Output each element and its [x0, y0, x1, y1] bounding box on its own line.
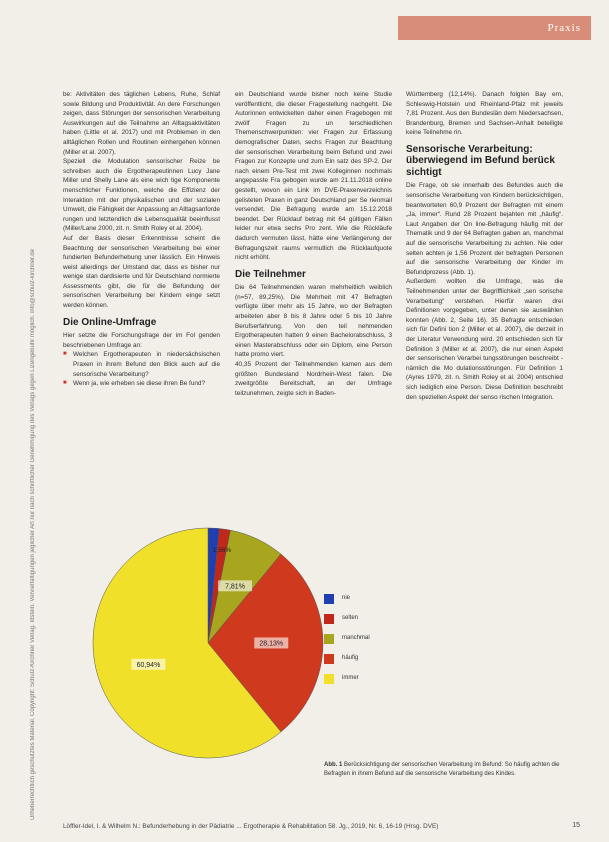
legend-label: immer	[342, 675, 359, 681]
legend-swatch	[324, 634, 334, 644]
section-heading: Die Teilnehmer	[235, 268, 306, 280]
paragraph: Württemberg (12,14%). Danach folgten Bay ern, Schleswig-Holstein und Rheinland-Pfalz mit jeweils 7,81 Prozent. Aus den Bundeslän dern Niedersachsen, Brandenburg, Bremen und Sachsen-Anhalt beteiligte keine Teilnehme rin.	[406, 91, 563, 137]
paragraph: be: Aktivitäten des täglichen Lebens, Ruhe, Schlaf sowie Bildung und Produktivität. An dere Forschungen zeigen, dass Störungen der sensorischen Verarbeitung Auswirkungen auf die Teilnahme an Alltagsaktivitäten haben (Little et al. 2017) und mit Problemen in den alltäglichen Rollen und Routinen einhergehen können (Miller et al. 2007).	[63, 91, 220, 156]
data-label: 28,13%	[259, 640, 284, 648]
legend-item	[324, 654, 404, 674]
text-column-2	[235, 90, 392, 398]
legend-swatch	[324, 614, 334, 624]
data-label: 7,81%	[225, 583, 245, 591]
section-label: Praxis	[398, 16, 591, 40]
paragraph: ein Deutschland wurde bisher noch keine Studie veröffentlicht, die dieser Fragestellung nachgeht. Die Autorinnen entwickelten daher einen Fragebogen mit zwölf Fragen zu un terschiedlichen Themenschwerpunkten: vier Fragen zur Erfassung demografischer Daten, sechs Fragen zur Beachtung der sensorischen Verarbeitung beim Befund und zwei Fragen zur Konzepte und zum Ein satz des SP-2. Der nach einem Pre-Test mit zwei Kolleginnen nochmals angepasste Fra gebogen wurde am 21.11.2018 online gestellt, wovon ein Link im DVE-Praxenverzeichnis gelisteten Praxen in ganz Deutschland per Se rienmail versendet. Die Befragung wurde am 15.12.2018 beendet. Der Rücklauf betrag mit 64 gültigen Fällen leider nur etwa sechs Pro zent. Wie die Rückläufe dadurch vermuten lässt, hätte eine Verlängerung der Befragungszeit raums vermutlich die Rücklaufquote nicht erhöht.	[235, 91, 392, 262]
footer-citation: Löffler-Idel, I. & Wilhelm N.: Befunderhebung in der Pädiatrie ... Ergotherapie & Rehabilitation 58. Jg., 2019, Nr. 6, 16-19 (Hrsg. DVE)	[63, 823, 439, 830]
legend-label: häufig	[342, 655, 359, 661]
bullet-item: ■ Welchen Ergotherapeuten in niedersächsischen Praxen in ihrem Befund den Blick auch auf die sensorische Verarbeitung?	[63, 350, 220, 379]
paragraph: Hier setzte die Forschungsfrage der im Fol genden beschriebenen Umfrage an:	[63, 332, 220, 349]
small-slice-label: 1,56%	[212, 547, 232, 554]
legend-item	[324, 634, 404, 654]
legend-item	[324, 674, 404, 694]
paragraph: Die 64 Teilnehmenden waren mehrheitlich weiblich (n=57, 89,25%). Die Mehrheit mit 47 Befragten verfügte über mehr als 15 Jahre, wo der Befragten arbeiteten aber 8 bis 8 Jahre oder 5 bis 10 Jahre Berufserfahrung. Von den teil nehmenden Ergotherapeuten hatten 9 einen Bachelorabschluss, 3 einen Masterabschluss oder ein Diplom, eine Person hatte promo viert.	[235, 284, 392, 359]
section-heading: Sensorische Verarbeitung: überwiegend im Befund berück sichtigt	[406, 143, 555, 178]
legend-label: manchmal	[342, 635, 370, 641]
caption-label: Abb. 1	[324, 762, 343, 768]
text-column-1	[63, 90, 220, 389]
copyright-notice: Urheberrechtlich geschütztes Material. Copyright: Schulz-Kirchner Verlag. Idstein. Vervielfältigungen jeglicher Art nur nach schriftlicher Genehmigung des Verlags gegen Lizengebühr möglich. info@schulz-kirchner.de	[30, 248, 36, 820]
paragraph: Die Frage, ob sie innerhalb des Befundes auch die sensorische Verarbeitung von Kindern berücksichtigen, beantworteten 60,9 Prozent der Befragten mit einem „Ja, immer“. Rund 28 Prozent bejahten mit „häufig“. Laut Angaben der On line-Befragung häufig mit der Thematik und 9 der 64 Befragten gaben an, manchmal auf die sensorische Verarbeitung zu achten. Nie oder selten achten je 1,56 Prozent der befragten Personen auf die sensorische Verarbeitung der Kinder im Befundprozess (Abb. 1).	[406, 182, 563, 276]
legend-item	[324, 594, 404, 614]
paragraph: 40,35 Prozent der Teilnehmenden kamen aus dem größten Bundesland Nordrhein-West falen. Die zweitgrößte Bereitschaft, an der Umfrage teilzunehmen, zeigte sich in Baden-	[235, 360, 392, 397]
legend-label: selten	[342, 615, 359, 621]
bullet-list	[63, 350, 220, 388]
figure-caption	[324, 761, 564, 779]
section-heading: Die Online-Umfrage	[63, 316, 157, 328]
legend-swatch	[324, 654, 334, 664]
text-column-3	[406, 90, 563, 402]
paragraph: Außerdem wollten die Umfrage, was die Teilnehmenden unter der Begrifflichkeit „sen sorische Verarbeitung“ verstehen. Hierfür waren drei Definitionen vorgegeben, unter denen sie auswählen konnten (Abb. 2, Seite 16). 35 Befragte entschieden sich für Defini tion 2 (Miller et al. 2007), die derzeit in der Literatur Verwendung wird. 20 entschieden sich für Definition 3 (Miller et al. 2007), die nur einen Aspekt der sensorischen Verarbei tungsstörungen beschreibt - nämlich die Mo dulationsstörungen. Für Definition 1 (Ayres 1979, zit. n. Smith Roley et al. 2004) entschied sich lediglich eine Person. Diese Definition beschreibt den speziellen Aspekt der senso rischen Integration.	[406, 278, 563, 401]
legend-label: nie	[342, 595, 351, 601]
bullet-item: ■ Wenn ja, wie erheben sie diese ihren Be fund?	[63, 379, 220, 389]
caption-text: Berücksichtigung der sensorischen Verarbeitung im Befund: So häufig achten die Befragten in ihrem Befund auf die sensorische Verarbeitung des Kindes.	[324, 762, 560, 777]
paragraph: Speziell die Modulation sensorischer Reize be schreiben auch die Ergotherapeutinnen Lucy Jane Miller und Shelly Lane als eine wich tige Komponente menschlicher Funktionen, welche die Effizienz der Interaktion mit der physikalischen und der sozialen Umwelt, die Fähigkeit der Anpassung an Alltagsanforde rungen und letztendlich die Lebensqualität beeinflusst (Miller/Lane 2000, zit. n. Smith Roley et al. 2004).	[63, 158, 220, 233]
legend-item	[324, 614, 404, 634]
chart-legend	[324, 594, 404, 694]
page-number: 15	[572, 822, 580, 829]
legend-swatch	[324, 674, 334, 684]
legend-swatch	[324, 594, 334, 604]
data-label: 60,94%	[136, 661, 161, 669]
paragraph: Auf der Basis dieser Erkenntnisse scheint die Beachtung der sensorischen Verarbeitung bei einer fundierten Befunderhebung uner lässlich. Ein Hinweis weist allerdings der Umstand dar, dass es bisher nur wenige stan dardisierte und für Deutschland normierte Assessments gibt, die für die Befundung der sensorischen Verarbeitung bei Kindern einge setzt werden können.	[63, 234, 220, 310]
